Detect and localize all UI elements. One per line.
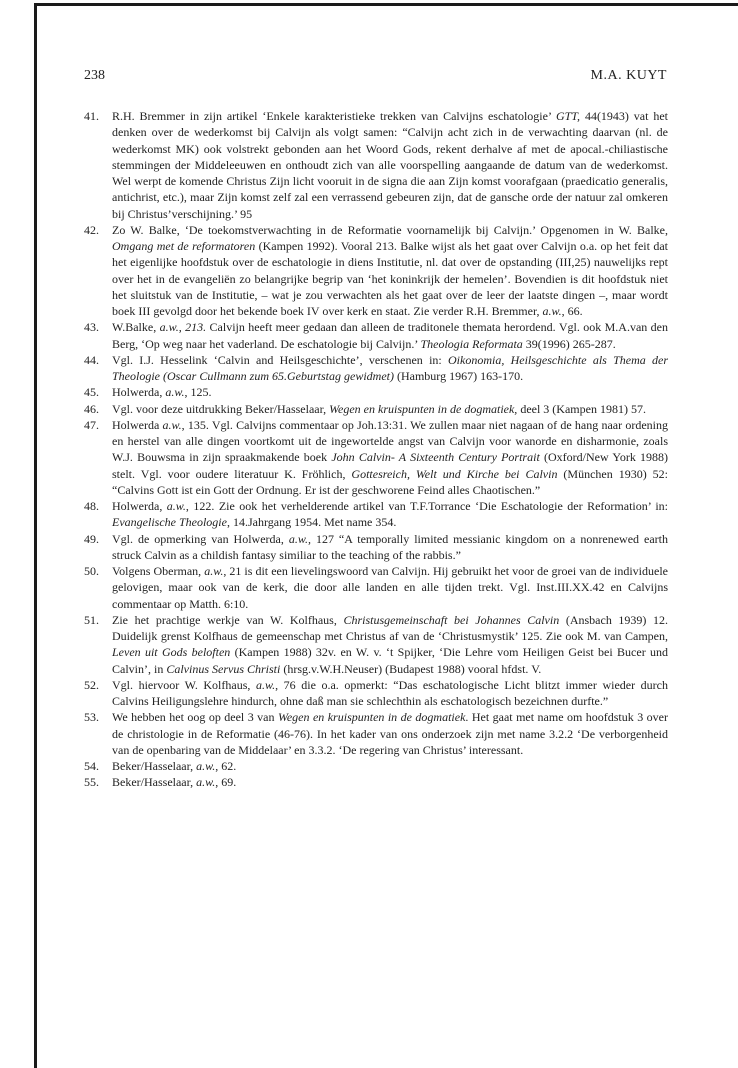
footnote — [84, 531, 668, 564]
text-run: Vgl. de opmerking van Holwerda, — [112, 531, 289, 546]
footnote-text — [112, 499, 668, 529]
text-run: 127 “A temporally limited messianic kingdom on a nonrenewed earth struck Calvin as a childish fantasy similiar to the teaching of the rabbis.” — [112, 531, 668, 562]
text-run: Vgl. hiervoor W. Kolfhaus, — [112, 677, 256, 692]
italic-citation: John Calvin- A Sixteenth Century Portrait — [331, 450, 540, 465]
text-run: Calvijn heeft meer gedaan dan alleen de traditonele themata herordend. Vgl. ook M.A.van den Berg, ‘Op weg naar het vaderland. De eschatologie bij Calvijn.’ — [112, 320, 668, 351]
italic-citation: Wegen en kruispunten in de dogmatiek — [277, 710, 466, 725]
footnote-text — [112, 775, 236, 789]
text-run: (Kampen 1992). Vooral 213. Balke wijst als het gaat over Calvijn o.a. op het feit dat het eigenlijke hoofdstuk over de eschatologie in diens Institutie, nl. dat over de opstanding (III,25) nauwelijks rept over het in de evangeliën zo belangrijke begrip van ‘het koninkrijk der hemelen’. Bovendien is dit hoofdstuk niet het sluitstuk van de Institutie, – wat je zou verwachten als het gaat over de leer der laatste dingen –, maar wordt boek III gevolgd door het bekende boek IV over kerk en staat. Zie verder R.H. Bremmer, — [112, 239, 668, 318]
italic-citation: Wegen en kruispunten in de dogmatiek, — [329, 401, 518, 416]
italic-citation: a.w. — [162, 417, 182, 432]
italic-citation: Theologia Reformata — [420, 336, 523, 351]
text-run: Zie het prachtige werkje van W. Kolfhaus, — [112, 612, 344, 627]
italic-citation: Christusgemeinschaft bei Johannes Calvin — [343, 612, 560, 627]
text-run: Vgl. I.J. Hesselink ‘Calvin and Heilsgeschichte’, verschenen in: — [112, 352, 448, 367]
footnote-text — [112, 564, 668, 611]
footnotes-list — [84, 108, 668, 791]
footnote — [84, 563, 668, 612]
text-run: , 76 die o.a. opmerkt: “Das eschatologische Licht blitzt immer wieder durch Calvins Heiligungslehre hindurch, ohne daß man sie schlechthin als eschatologisch bezeichnen durfte.” — [112, 677, 668, 708]
footnote-text — [112, 402, 646, 416]
footnote-number: 55. — [84, 775, 99, 790]
footnote-text — [112, 532, 668, 562]
running-head: M.A. KUYT — [590, 68, 667, 83]
italic-citation: a.w. — [166, 499, 186, 513]
text-run: R.H. Bremmer in zijn artikel ‘Enkele karakteristieke trekken van Calvijns eschatologie’ — [112, 109, 556, 123]
footnote-number: 51. — [84, 612, 99, 627]
italic-citation: Omgang met de reformatoren — [112, 239, 256, 253]
footnote-number: 45. — [84, 385, 99, 400]
text-run: 44(1943) vat het denken over de wederkomst bij Calvijn als volgt samen: “Calvijn acht zich in de verwachting daarvan (nl. de wederkomst MK) ook volstrekt gebonden aan het Woord Gods, rekent derhalve af met de apocal.-chiliastische stemmingen der Middeleeuwen en onthoudt zich van alle voorspelling aangaande de datum van de wederkomst. Wel werpt de komende Christus Zijn licht vooruit in de signa die aan Zijn komst voorafgaan (praedicatio generalis, antichrist, etc.), maar Zijn komst zelf zal een verrassend gebeuren zijn, dat de gansche orde der natuur zal omkeren bij Christus’verschijning.’ 95 — [112, 109, 668, 221]
text-run: , 69. — [215, 775, 237, 790]
footnote-text — [112, 223, 668, 318]
footnote-number: 48. — [84, 499, 99, 513]
footnote — [84, 498, 668, 531]
text-run: , 135. Vgl. Calvijns commentaar op Joh.13:31. We zullen maar niet nagaan of de hang naar ordening en herstel van alle dingen voortkomt uit de ingewortelde angst van Calvijn voor wanorde en disharmonie, zoals W.J. Bouwsma in zijn spraakmakende boek — [112, 417, 668, 465]
footnote-number: 44. — [84, 352, 99, 367]
italic-citation: GTT, — [555, 109, 581, 123]
footnote — [84, 108, 668, 222]
italic-citation: Evangelische Theologie — [112, 515, 227, 530]
text-run: , 125. — [184, 385, 212, 400]
text-run: Volgens Oberman, — [112, 564, 205, 578]
italic-citation: Leven uit Gods beloften — [112, 645, 231, 660]
footnote-number: 50. — [84, 564, 99, 578]
italic-citation: a.w. — [196, 759, 216, 773]
footnote — [84, 222, 668, 320]
text-run: Holwerda — [112, 417, 163, 432]
footnote — [84, 774, 668, 790]
footnote — [84, 612, 668, 677]
footnote-text — [112, 613, 668, 676]
text-run: Zo W. Balke, ‘De toekomstverwachting in de Reformatie voornamelijk bij Calvijn.’ Opgenomen in W. Balke, — [112, 222, 668, 237]
text-run: , 21 is dit een lievelingswoord van Calvijn. Hij gebruikt het voor de groei van de individuele gelovigen, maar ook van de kerk, die door alle landen en alle tijden trekt. Vgl. Inst.III.XX.42 en Calvijns commentaar op Matth. 6:10. — [112, 564, 668, 611]
footnote-number: 53. — [84, 710, 99, 725]
text-run: (München 1930) 52: “Calvins Gott ist ein Gott der Ordnung. Er ist der geschworene Feind alles Chaotischen.” — [112, 466, 668, 497]
italic-citation: Gottesreich, Welt und Kirche bei Calvin — [351, 466, 558, 481]
text-run: Holwerda, — [112, 385, 166, 400]
footnote-text — [112, 418, 668, 497]
text-run: (Hamburg 1967) 163-170. — [393, 369, 524, 383]
text-run: Vgl. voor deze uitdrukking Beker/Hasselaar, — [112, 401, 330, 416]
text-run: deel 3 (Kampen 1981) 57. — [517, 401, 646, 416]
footnote-number: 41. — [84, 109, 99, 123]
text-run: W.Balke, — [112, 320, 160, 335]
italic-citation: a.w. — [165, 385, 185, 400]
footnote — [84, 384, 668, 400]
footnote — [84, 709, 668, 758]
text-run: (Ansbach 1939) 12. Duidelijk grenst Kolfhaus de gemeenschap met Christus af van de ‘Christusmystik’ 125. Zie ook M. van Campen, — [112, 612, 669, 643]
text-run: (Oxford/New York 1988) stelt. Vgl. voor oudere literatuur K. Fröhlich, — [112, 450, 668, 481]
italic-citation: a.w. — [196, 775, 216, 790]
footnote — [84, 352, 668, 385]
text-run: , 62. — [215, 759, 237, 773]
text-run: (Kampen 1988) 32v. en W. v. ‘t Spijker, ‘Die Lehre vom Heiligen Geist bei Bucer und Calvin’, in — [112, 645, 669, 676]
text-run: , 122. Zie ook het verhelderende artikel van T.F.Torrance ‘Die Eschatologie der Reformation’ in: — [185, 499, 668, 513]
italic-citation: Oikonomia, Heilsgeschichte als Thema der Theologie (Oscar Cullmann zum 65.Geburtstag gewidmet) — [112, 352, 669, 383]
scan-border-top — [34, 3, 738, 6]
text-run: We hebben het oog op deel 3 van — [112, 710, 278, 725]
text-run: 39(1996) 265-287. — [522, 336, 616, 351]
footnote-number: 52. — [84, 677, 99, 692]
text-run: . Het gaat met name om hoofdstuk 3 over de christologie in de Reformatie (46-76). In het kader van ons onderzoek zijn met name 3.2.2 ‘De verborgenheid van de openbaring van de Middelaar’ en 3.3.2. ‘De regering van Christus’ interessant. — [112, 710, 668, 757]
footnote — [84, 758, 668, 774]
text-run: (hrsg.v.W.H.Neuser) (Budapest 1988) vooral hfdst. V. — [280, 661, 542, 676]
scan-border-left — [34, 3, 37, 1068]
footnote-text — [112, 759, 236, 773]
footnote — [84, 417, 668, 498]
text-run: Beker/Hasselaar, — [112, 759, 197, 773]
text-run: , 14.Jahrgang 1954. Met name 354. — [226, 515, 397, 530]
italic-citation: a.w. — [204, 564, 224, 578]
footnote-number: 42. — [84, 222, 99, 237]
footnote-number: 54. — [84, 759, 99, 773]
footnote-text — [112, 678, 668, 708]
footnote-number: 49. — [84, 531, 99, 546]
footnote-number: 43. — [84, 320, 99, 335]
italic-citation: Calvinus Servus Christi — [166, 661, 281, 676]
footnote — [84, 401, 668, 417]
italic-citation: a.w. — [542, 304, 562, 318]
footnote — [84, 319, 668, 352]
italic-citation: a.w. — [255, 677, 276, 692]
text-run: Beker/Hasselaar, — [112, 775, 197, 790]
footnote-text — [112, 109, 668, 221]
italic-citation: a.w., — [288, 531, 311, 546]
text-run: , 66. — [561, 304, 583, 318]
footnote-text — [112, 385, 211, 399]
page-header — [84, 68, 667, 88]
footnote-number: 46. — [84, 401, 99, 416]
footnote — [84, 677, 668, 710]
footnote-text — [112, 353, 668, 383]
text-run: Holwerda, — [112, 499, 167, 513]
footnote-text — [112, 710, 668, 757]
italic-citation: a.w., 213. — [159, 320, 207, 335]
page-number: 238 — [84, 68, 105, 83]
footnote-text — [112, 320, 668, 350]
footnote-number: 47. — [84, 417, 99, 432]
